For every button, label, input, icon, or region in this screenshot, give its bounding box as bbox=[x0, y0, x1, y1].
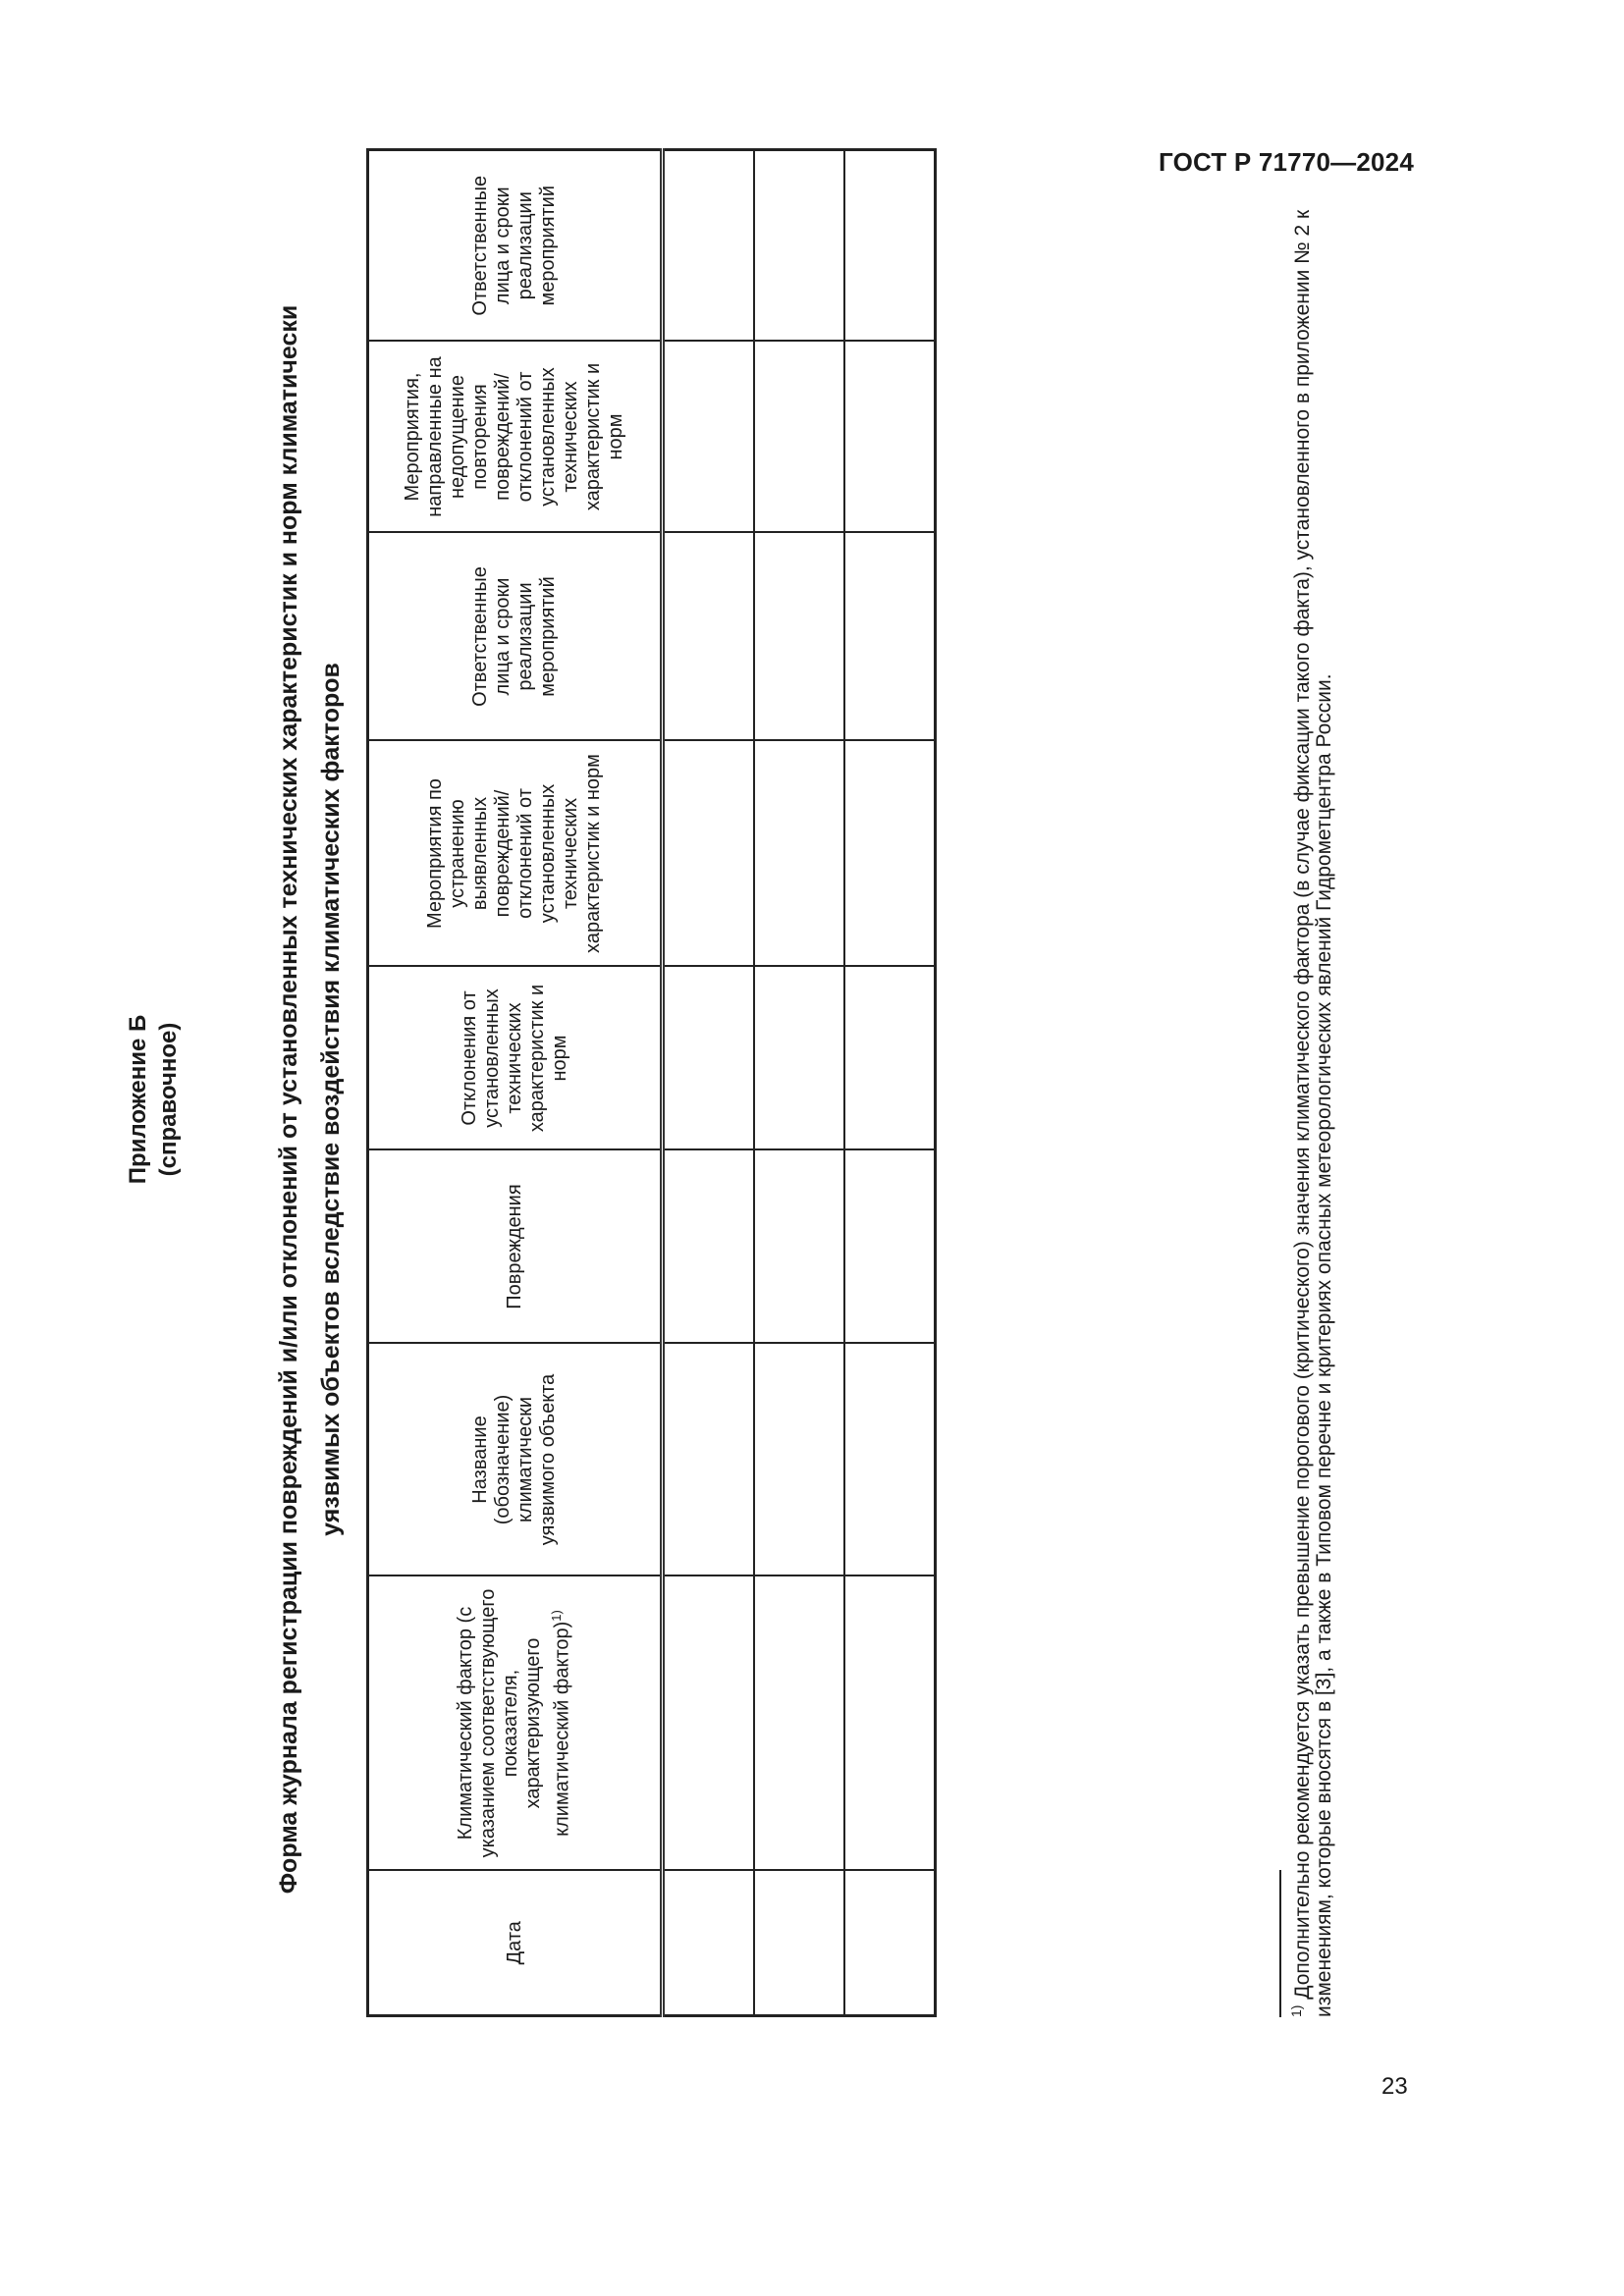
table-cell[interactable] bbox=[754, 342, 844, 533]
table-row bbox=[844, 150, 936, 2016]
footnote-text: Дополнительно рекомендуется указать превышение порогового (критического) значения климатического фактора (в случае фиксации такого факта), установленного в приложении № 2 к изменениям, которые вносятся в [3], а также в Типовом перечне и критериях опасных метеорологических явлений Гидрометцентра России. bbox=[1291, 209, 1335, 2017]
footnote bbox=[1285, 182, 1335, 2017]
table-row bbox=[754, 150, 844, 2016]
header-object-name: Название (обозначение) климатически уязвимого объекта bbox=[368, 1344, 663, 1576]
table-cell[interactable] bbox=[844, 1344, 936, 1576]
header-deviations: Отклонения от установленных технических характеристик и норм bbox=[368, 967, 663, 1150]
table-cell[interactable] bbox=[663, 1344, 755, 1576]
appendix-heading bbox=[123, 142, 184, 2056]
form-title bbox=[268, 142, 352, 2056]
appendix-subtitle: (справочное) bbox=[155, 1022, 182, 1177]
landscape-content bbox=[123, 142, 1350, 2056]
page-number: 23 bbox=[1381, 2073, 1408, 2100]
table-cell[interactable] bbox=[844, 150, 936, 342]
header-climate-factor: Климатический фактор (с указанием соответствующего показателя, характеризующего климатический фактор)$^{1)}$ bbox=[368, 1576, 663, 1871]
header-damage: Повреждения bbox=[368, 1150, 663, 1344]
footnote-reference: 1) bbox=[549, 1610, 565, 1622]
header-responsible-2: Ответственные лица и сроки реализации мероприятий bbox=[368, 150, 663, 342]
table-cell[interactable] bbox=[844, 741, 936, 967]
table-cell[interactable] bbox=[663, 1576, 755, 1871]
footnote-divider bbox=[1279, 1870, 1281, 2017]
registration-form-table bbox=[366, 148, 937, 2017]
table-cell[interactable] bbox=[663, 150, 755, 342]
table-cell[interactable] bbox=[663, 1871, 755, 2016]
header-elimination-measures: Мероприятия по устранению выявленных повреждений/ отклонений от установленных технических характеристик и норм bbox=[368, 741, 663, 967]
header-prevention-measures: Мероприятия, направленные на недопущение повторения повреждений/ отклонений от установленных технических характеристик и норм bbox=[368, 342, 663, 533]
table-cell[interactable] bbox=[663, 741, 755, 967]
table-row bbox=[663, 150, 755, 2016]
form-title-line-2: уязвимых объектов вследствие воздействия климатических факторов bbox=[317, 663, 345, 1536]
form-title-line-1: Форма журнала регистрации повреждений и/или отклонений от установленных технических характеристик и норм климатически bbox=[275, 304, 302, 1895]
table-cell[interactable] bbox=[754, 1150, 844, 1344]
table-header-row bbox=[368, 150, 663, 2016]
table-cell[interactable] bbox=[844, 533, 936, 741]
table-cell[interactable] bbox=[754, 150, 844, 342]
footnote-mark: 1) bbox=[1288, 2004, 1304, 2017]
table-cell[interactable] bbox=[754, 1344, 844, 1576]
table-cell[interactable] bbox=[663, 1150, 755, 1344]
appendix-title: Приложение Б bbox=[125, 1014, 151, 1185]
header-date: Дата bbox=[368, 1871, 663, 2016]
table-cell[interactable] bbox=[754, 533, 844, 741]
document-code: ГОСТ Р 71770—2024 bbox=[1159, 147, 1414, 177]
table-cell[interactable] bbox=[663, 342, 755, 533]
table-cell[interactable] bbox=[663, 967, 755, 1150]
table-cell[interactable] bbox=[844, 342, 936, 533]
table-cell[interactable] bbox=[754, 1576, 844, 1871]
table-cell[interactable] bbox=[754, 741, 844, 967]
table-cell[interactable] bbox=[754, 967, 844, 1150]
header-responsible-1: Ответственные лица и сроки реализации мероприятий bbox=[368, 533, 663, 741]
table-cell[interactable] bbox=[844, 1871, 936, 2016]
table-cell[interactable] bbox=[754, 1871, 844, 2016]
table-cell[interactable] bbox=[844, 967, 936, 1150]
table-cell[interactable] bbox=[844, 1576, 936, 1871]
table-cell[interactable] bbox=[663, 533, 755, 741]
table-cell[interactable] bbox=[844, 1150, 936, 1344]
